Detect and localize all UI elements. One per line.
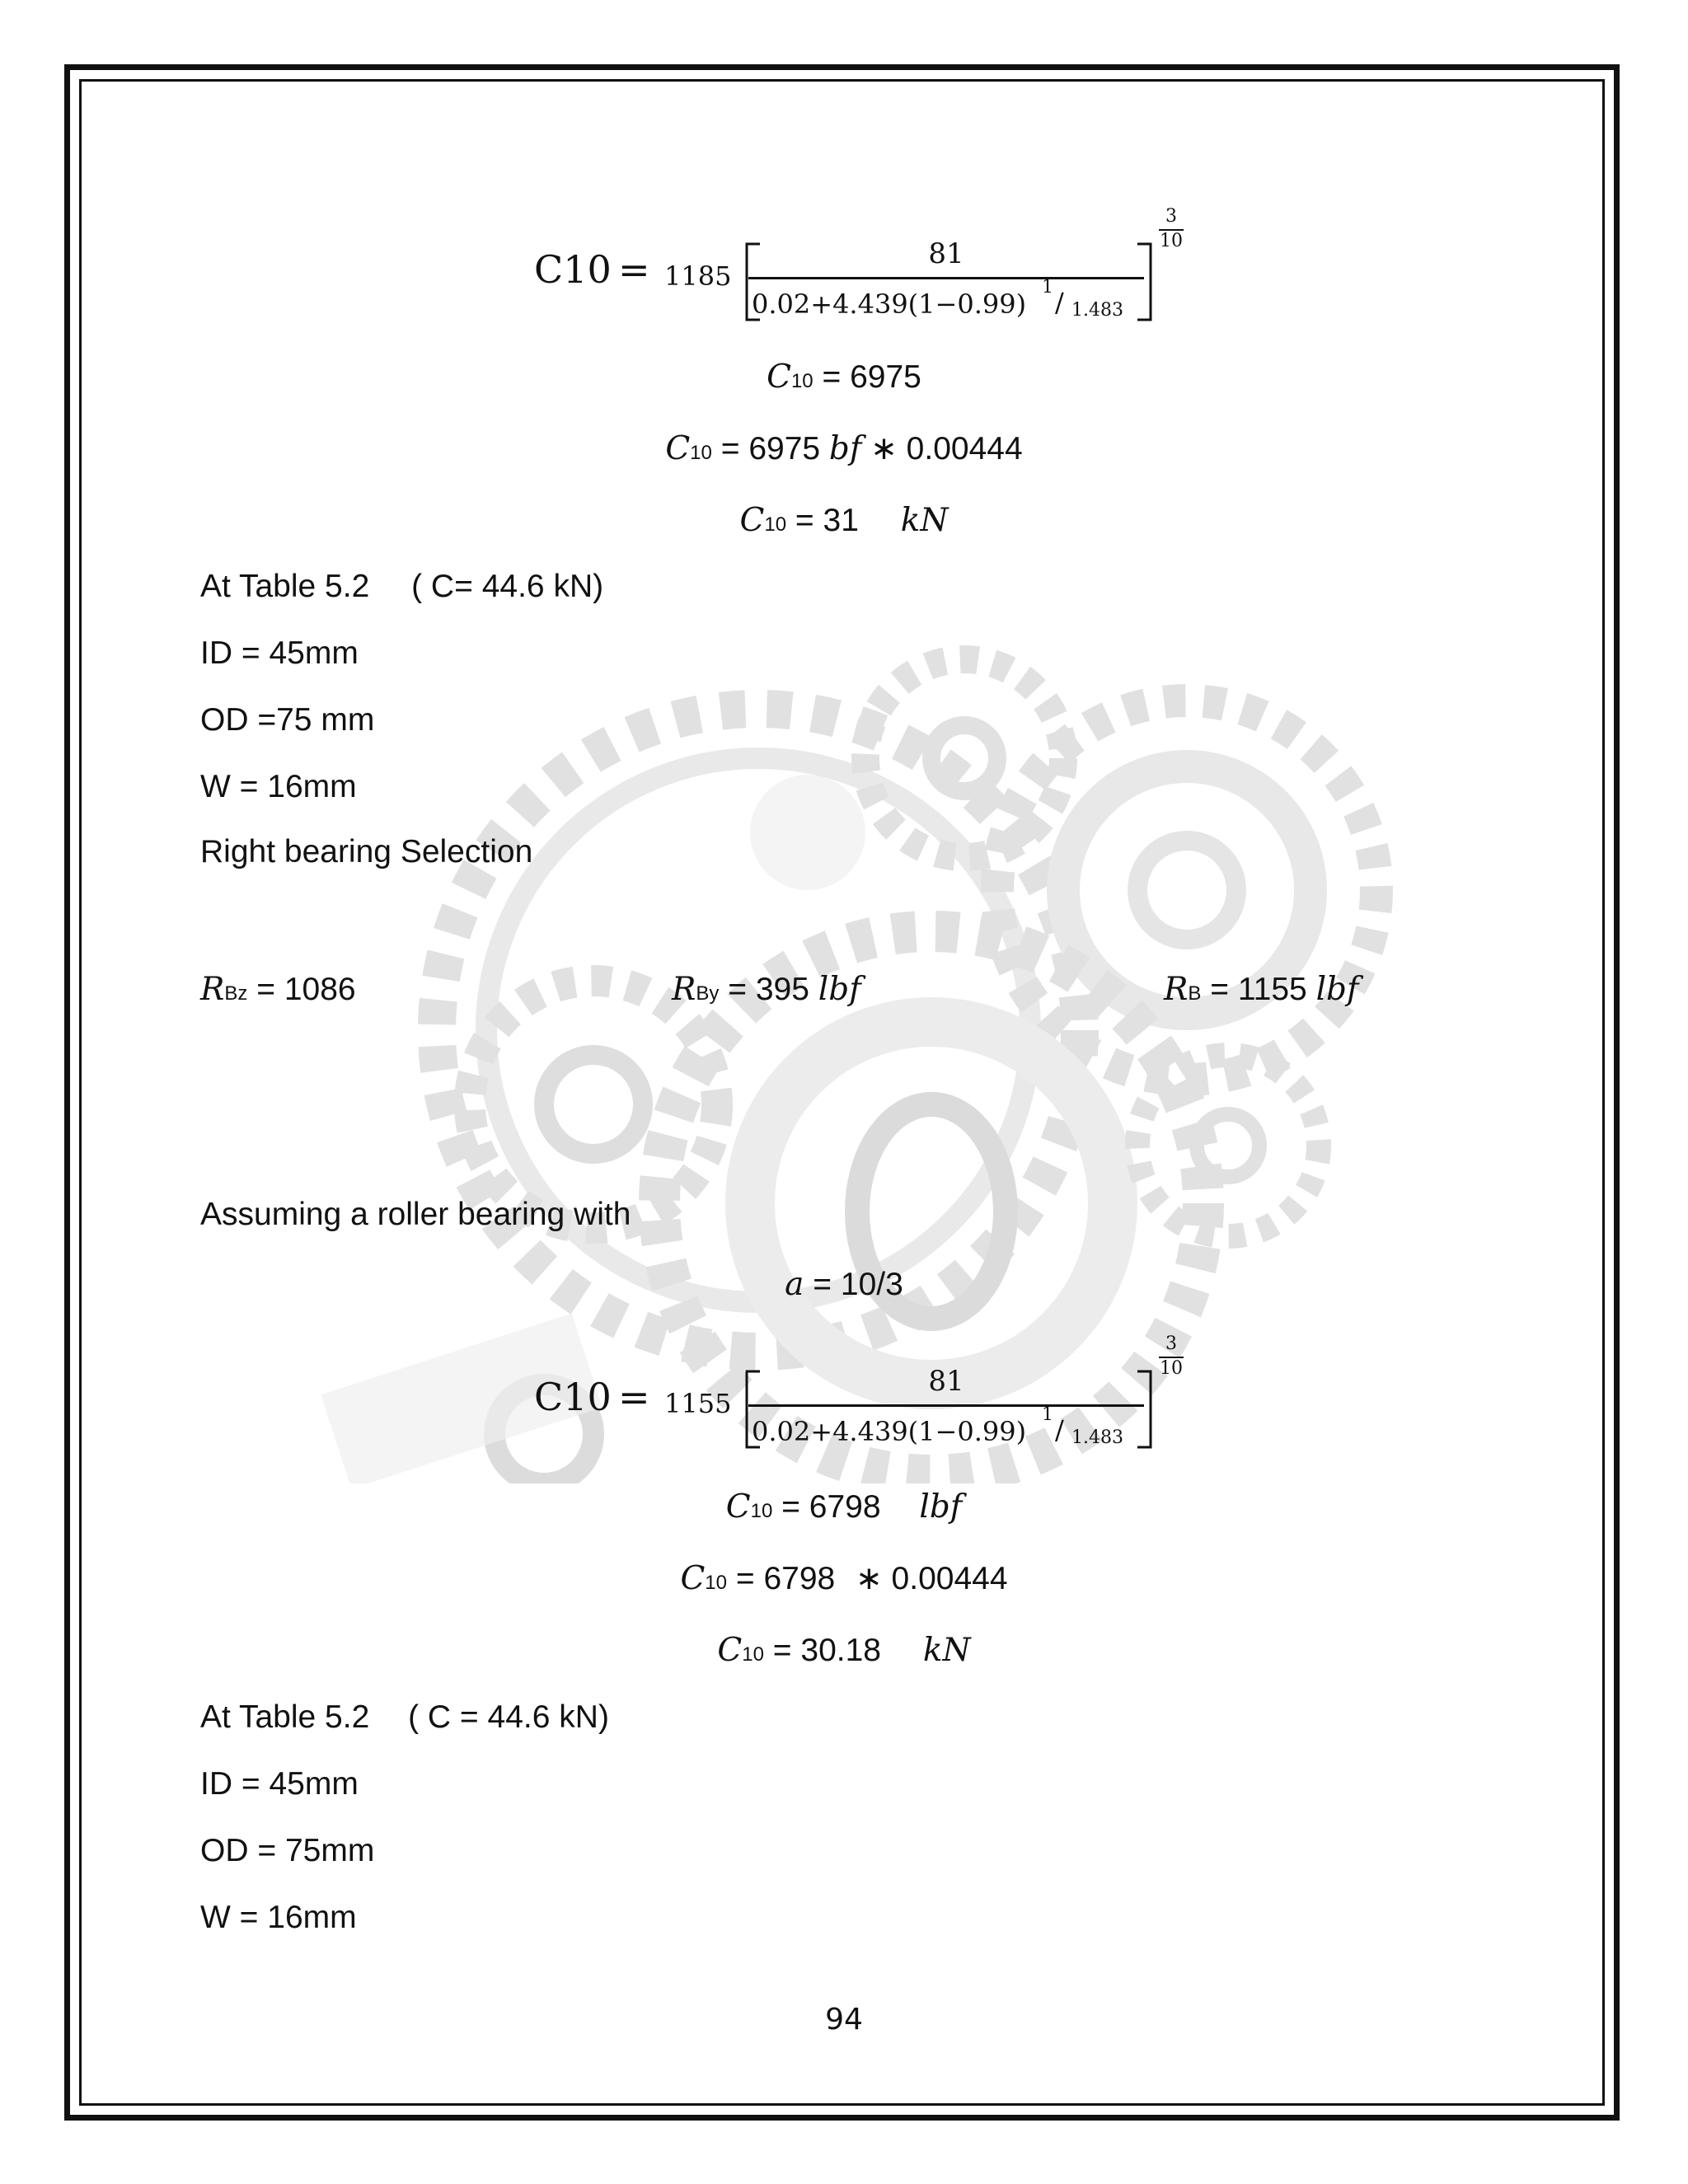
c10-unit: kN	[922, 1632, 971, 1669]
c10-subscript: 10	[705, 1572, 727, 1594]
page-number: 94	[825, 2003, 863, 2036]
c10-unit: lbf	[919, 1488, 963, 1526]
formula-exp-den: 10	[1160, 1358, 1183, 1379]
c10-result-kn	[0, 502, 1688, 539]
c10-conversion-factor: ∗ 0.00444	[870, 431, 1023, 466]
rby-value: = 395	[728, 972, 809, 1007]
formula-equals: =	[618, 1375, 650, 1419]
capacity-value: ( C = 44.6 kN)	[408, 1699, 609, 1735]
formula-exp-den: 10	[1160, 231, 1183, 251]
c10-result-1	[0, 359, 1688, 396]
reaction-rb	[1164, 971, 1358, 1008]
formula-den-slash: /	[1055, 1414, 1064, 1446]
reaction-rby	[672, 971, 861, 1008]
c10-unit: kN	[900, 502, 949, 539]
c10-symbol: C	[767, 359, 791, 396]
formula-exp-num: 3	[1165, 206, 1177, 227]
formula-fraction-bar	[748, 1404, 1144, 1407]
c10-conversion-factor: ∗ 0.00444	[856, 1561, 1008, 1596]
c10-result-kn-2	[0, 1632, 1688, 1669]
c10-value: = 6975	[720, 431, 821, 466]
c10-conversion	[0, 430, 1688, 467]
c10-symbol: C	[680, 1560, 706, 1597]
bearing-od-2: OD = 75mm	[200, 1833, 375, 1868]
c10-conversion-2	[0, 1560, 1688, 1597]
table-reference-2	[200, 1699, 609, 1736]
c10-symbol: C	[725, 1488, 751, 1526]
c10-subscript: 10	[790, 370, 814, 392]
c10-value: = 31	[795, 503, 859, 538]
formula-den-slash: /	[1055, 287, 1064, 318]
c10-value: = 6975	[822, 359, 921, 395]
alpha-value	[0, 1266, 1688, 1303]
formula-fraction-bar	[748, 277, 1144, 279]
capacity-value: ( C= 44.6 kN)	[411, 569, 604, 604]
c10-unit: bf	[828, 430, 862, 467]
table-reference-1	[200, 569, 603, 605]
c10-subscript: 10	[742, 1643, 764, 1666]
formula-coefficient: 1185	[664, 260, 732, 292]
c10-value: = 6798	[781, 1489, 881, 1525]
reaction-rbz	[200, 971, 356, 1008]
formula-numerator: 81	[928, 237, 964, 270]
formula-den-sup-den: 1.483	[1071, 300, 1123, 321]
bearing-width-2: W = 16mm	[200, 1900, 357, 1935]
rb-unit: lbf	[1315, 971, 1359, 1008]
c10-value: = 30.18	[772, 1633, 881, 1668]
rby-symbol: R	[672, 971, 696, 1008]
bearing-od-1: OD =75 mm	[200, 702, 375, 738]
formula-right-bracket	[1132, 1368, 1157, 1451]
formula-exp-num: 3	[1165, 1333, 1177, 1354]
rbz-subscript: Bz	[224, 982, 248, 1005]
formula-numerator: 81	[928, 1365, 964, 1398]
c10-symbol: C	[717, 1632, 743, 1669]
c10-subscript: 10	[750, 1500, 773, 1522]
alpha-symbol: a	[785, 1266, 804, 1303]
c10-result-4	[0, 1488, 1688, 1526]
formula-lhs: C10	[534, 247, 612, 292]
table-label: At Table 5.2	[200, 1699, 370, 1735]
rb-symbol: R	[1164, 971, 1189, 1008]
formula-c10-right	[0, 1325, 1688, 1457]
formula-den-sup-num: 1	[1042, 1404, 1053, 1425]
formula-coefficient: 1155	[664, 1388, 732, 1419]
section-heading-right-bearing: Right bearing Selection	[200, 834, 533, 869]
bearing-id-1: ID = 45mm	[200, 635, 359, 671]
assumption-text: Assuming a roller bearing with	[200, 1197, 631, 1232]
rb-value: = 1155	[1210, 972, 1307, 1007]
rbz-symbol: R	[200, 971, 225, 1008]
rbz-value: = 1086	[256, 972, 356, 1007]
bearing-id-2: ID = 45mm	[200, 1766, 359, 1802]
formula-equals: =	[618, 247, 650, 292]
c10-value: = 6798	[735, 1561, 836, 1596]
formula-lhs: C10	[534, 1375, 612, 1419]
c10-subscript: 10	[764, 513, 787, 536]
formula-denominator: 0.02+4.439(1−0.99)	[752, 1416, 1027, 1447]
alpha-number: = 10/3	[813, 1267, 903, 1302]
formula-c10-left	[0, 198, 1688, 330]
c10-symbol: C	[739, 502, 765, 539]
bearing-width-1: W = 16mm	[200, 769, 357, 804]
formula-den-sup-den: 1.483	[1071, 1427, 1123, 1448]
c10-symbol: C	[665, 430, 691, 467]
c10-subscript: 10	[690, 442, 712, 464]
formula-denominator: 0.02+4.439(1−0.99)	[752, 288, 1027, 320]
rby-subscript: By	[696, 982, 720, 1005]
table-label: At Table 5.2	[200, 569, 370, 604]
formula-den-sup-num: 1	[1042, 277, 1053, 298]
rb-subscript: B	[1188, 982, 1202, 1005]
rby-unit: lbf	[818, 971, 861, 1008]
formula-right-bracket	[1132, 241, 1157, 323]
